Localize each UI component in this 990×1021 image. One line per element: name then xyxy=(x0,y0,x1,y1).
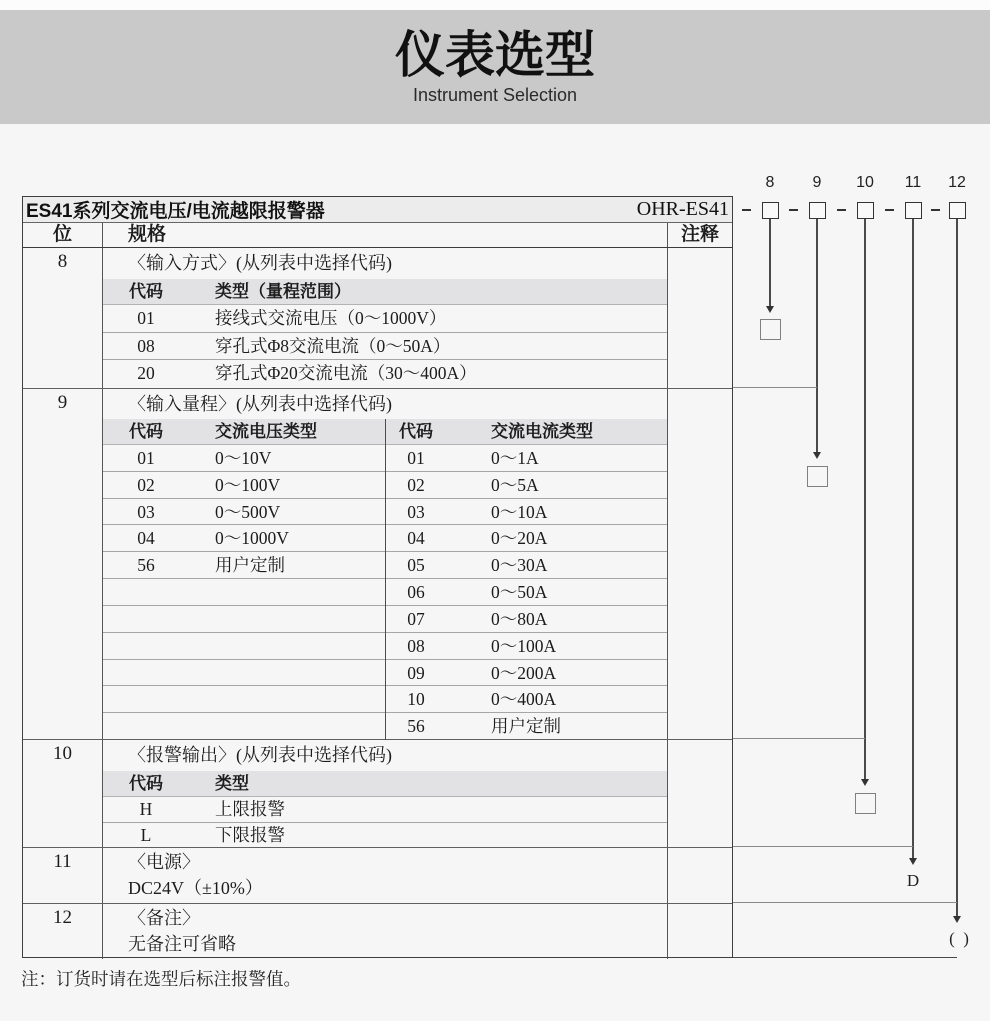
table-sections xyxy=(23,248,732,959)
dash-separator xyxy=(789,209,798,211)
position-number: 8 xyxy=(23,248,103,388)
type-description: 0～100A xyxy=(491,635,557,656)
selection-table xyxy=(22,196,733,958)
type-description: 上限报警 xyxy=(215,799,285,819)
digit-label-9: 9 xyxy=(812,174,822,191)
code-value xyxy=(103,579,189,605)
code-row xyxy=(103,660,385,687)
position-number: 9 xyxy=(23,389,103,739)
code-row xyxy=(386,525,667,552)
left-code-column xyxy=(103,419,386,740)
code-table-header xyxy=(103,771,667,797)
type-header-label: 类型（量程范围） xyxy=(215,282,351,301)
code-value xyxy=(103,713,189,740)
type-description: 穿孔式Φ20交流电流（30～400A） xyxy=(215,363,477,384)
code-value xyxy=(103,633,189,659)
code-row xyxy=(103,499,385,526)
code-value: 56 xyxy=(407,716,425,737)
type-description: 0～30A xyxy=(491,555,548,576)
code-entry-square xyxy=(855,793,876,814)
section-extension-line xyxy=(733,387,817,388)
type-header-label: 类型 xyxy=(215,774,249,793)
type-description: 0～500V xyxy=(215,501,281,522)
type-header-label: 交流电压类型 xyxy=(215,422,317,441)
type-description: 0～5A xyxy=(491,474,539,495)
code-header-label: 代码 xyxy=(129,774,163,793)
position-number: 11 xyxy=(23,848,103,903)
type-description: 0～10A xyxy=(491,501,548,522)
right-code-column xyxy=(386,419,667,740)
page-subtitle: Instrument Selection xyxy=(412,85,578,105)
code-row xyxy=(103,823,667,849)
section-12 xyxy=(23,903,732,959)
code-value: 09 xyxy=(407,662,425,683)
remark-placeholder-value: ( ) xyxy=(949,929,969,948)
power-code-value: D xyxy=(906,871,920,890)
code-value: 07 xyxy=(407,608,425,629)
code-value: 01 xyxy=(137,448,155,468)
code-row xyxy=(386,713,667,740)
note-cell xyxy=(667,904,732,959)
code-value: 08 xyxy=(137,335,155,356)
section-10 xyxy=(23,739,732,847)
code-row xyxy=(386,633,667,660)
dash-separator xyxy=(742,209,751,211)
code-value: H xyxy=(139,799,153,819)
code-value xyxy=(103,686,189,712)
type-description: 用户定制 xyxy=(491,716,561,737)
arrow-down-icon xyxy=(766,306,774,313)
section-extension-line xyxy=(733,738,865,739)
code-value: 04 xyxy=(137,528,155,549)
type-description: 0～10V xyxy=(215,448,272,468)
type-description xyxy=(189,579,215,605)
type-description: 穿孔式Φ8交流电流（0～50A） xyxy=(215,335,451,356)
code-entry-square xyxy=(807,466,828,487)
spec-title: 〈输入量程〉(从列表中选择代码) xyxy=(128,394,392,414)
spec-title: 〈报警输出〉(从列表中选择代码) xyxy=(128,745,392,765)
table-title-row xyxy=(23,197,732,223)
type-description: 0～20A xyxy=(491,528,548,549)
model-prefix: OHR-ES41 xyxy=(636,198,729,220)
section-extension-line xyxy=(733,902,957,903)
spec-line: DC24V（±10%） xyxy=(128,878,263,898)
code-value: 20 xyxy=(137,363,155,384)
code-row xyxy=(386,445,667,472)
digit-label-12: 12 xyxy=(948,174,966,191)
arrow-down-icon xyxy=(861,779,869,786)
code-value: 01 xyxy=(137,308,155,328)
bottom-extension-line xyxy=(733,957,957,959)
type-description xyxy=(189,713,215,740)
table-header-row xyxy=(23,223,732,248)
type-description xyxy=(189,686,215,712)
code-value: 56 xyxy=(137,555,155,576)
type-description: 0～100V xyxy=(215,474,281,495)
code-value: 03 xyxy=(407,501,425,522)
type-description: 0～80A xyxy=(491,608,548,629)
code-entry-square xyxy=(760,319,781,340)
code-row xyxy=(103,360,667,388)
code-box-10 xyxy=(857,202,874,219)
column-header-pos: 位 xyxy=(23,223,103,247)
banner xyxy=(0,10,990,124)
code-row xyxy=(103,686,385,713)
top-strip xyxy=(0,0,990,10)
column-header-note: 注释 xyxy=(667,223,732,247)
code-row xyxy=(386,499,667,526)
spec-title: 〈输入方式〉(从列表中选择代码) xyxy=(128,253,392,273)
guide-line-8 xyxy=(769,219,770,306)
type-description xyxy=(189,633,215,659)
spec-cell xyxy=(103,848,667,903)
banner-inner xyxy=(25,28,965,106)
code-row xyxy=(103,525,385,552)
footnote: 注：订货时请在选型后标注报警值。 xyxy=(21,969,301,989)
section-extension-line xyxy=(733,846,913,847)
dash-separator xyxy=(885,209,894,211)
code-value: 03 xyxy=(137,501,155,522)
column-header-spec: 规格 xyxy=(128,224,167,245)
page-title: 仪表选型 xyxy=(395,27,595,83)
code-value: 10 xyxy=(407,689,425,710)
arrow-down-icon xyxy=(953,916,961,923)
type-description xyxy=(189,660,215,686)
note-cell xyxy=(667,389,732,739)
code-row xyxy=(103,713,385,740)
arrow-down-icon xyxy=(909,858,917,865)
code-value: 06 xyxy=(407,582,425,603)
spec-cell xyxy=(103,904,667,959)
guide-line-9 xyxy=(816,219,817,452)
code-row xyxy=(386,552,667,579)
right-code-rows xyxy=(386,445,667,740)
arrow-down-icon xyxy=(813,452,821,459)
dash-separator xyxy=(837,209,846,211)
code-row xyxy=(103,797,667,823)
type-description xyxy=(189,606,215,632)
section-11 xyxy=(23,847,732,903)
spec-title: 〈电源〉 xyxy=(128,852,200,872)
spec-cell xyxy=(103,389,667,739)
code-row xyxy=(386,660,667,687)
code-row xyxy=(386,579,667,606)
type-description: 0～200A xyxy=(491,662,557,683)
type-header-label: 交流电流类型 xyxy=(491,422,593,441)
guide-line-12 xyxy=(956,219,957,916)
code-row xyxy=(103,606,385,633)
code-value: 04 xyxy=(407,528,425,549)
dash-separator xyxy=(931,209,940,211)
type-description: 接线式交流电压（0～1000V） xyxy=(215,308,447,328)
code-table-header xyxy=(103,279,667,305)
digit-label-10: 10 xyxy=(856,174,874,191)
code-value: 08 xyxy=(407,635,425,656)
code-box-12 xyxy=(949,202,966,219)
code-box-8 xyxy=(762,202,779,219)
code-box-11 xyxy=(905,202,922,219)
spec-line: 无备注可省略 xyxy=(128,934,236,954)
code-box-9 xyxy=(809,202,826,219)
code-value xyxy=(103,660,189,686)
code-row xyxy=(103,633,385,660)
type-description: 0～1000V xyxy=(215,528,289,549)
code-row xyxy=(103,552,385,579)
right-code-table-header xyxy=(386,419,667,445)
section-9 xyxy=(23,388,732,739)
digit-label-8: 8 xyxy=(765,174,775,191)
type-description: 0～50A xyxy=(491,582,548,603)
note-cell xyxy=(667,740,732,847)
section-8 xyxy=(23,248,732,388)
code-row xyxy=(103,305,667,333)
code-header-label: 代码 xyxy=(129,422,163,441)
code-value xyxy=(103,606,189,632)
position-number: 10 xyxy=(23,740,103,847)
position-number: 12 xyxy=(23,904,103,959)
code-row xyxy=(103,472,385,499)
guide-line-10 xyxy=(864,219,865,779)
code-row xyxy=(103,579,385,606)
code-header-label: 代码 xyxy=(399,422,433,441)
code-header-label: 代码 xyxy=(129,282,163,301)
code-value: 02 xyxy=(407,474,425,495)
code-value: L xyxy=(140,824,152,845)
code-row xyxy=(103,445,385,472)
digit-label-11: 11 xyxy=(904,174,922,191)
type-description: 0～1A xyxy=(491,448,539,468)
code-row xyxy=(386,472,667,499)
code-rows xyxy=(103,305,667,388)
code-value: 02 xyxy=(137,474,155,495)
spec-title: 〈备注〉 xyxy=(128,908,200,928)
type-description: 用户定制 xyxy=(215,555,285,576)
code-row xyxy=(103,333,667,361)
code-row xyxy=(386,606,667,633)
code-value: 05 xyxy=(407,555,425,576)
type-description: 下限报警 xyxy=(215,824,285,845)
guide-line-11 xyxy=(912,219,913,858)
code-value: 01 xyxy=(407,448,425,468)
left-code-rows xyxy=(103,445,385,740)
dual-code-table xyxy=(103,419,667,740)
code-rows xyxy=(103,797,667,848)
spec-cell xyxy=(103,248,667,388)
series-title: ES41系列交流电压/电流越限报警器 xyxy=(26,201,325,222)
spec-cell xyxy=(103,740,667,847)
code-row xyxy=(386,686,667,713)
type-description: 0～400A xyxy=(491,689,557,710)
left-code-table-header xyxy=(103,419,385,445)
note-cell xyxy=(667,248,732,388)
note-cell xyxy=(667,848,732,903)
